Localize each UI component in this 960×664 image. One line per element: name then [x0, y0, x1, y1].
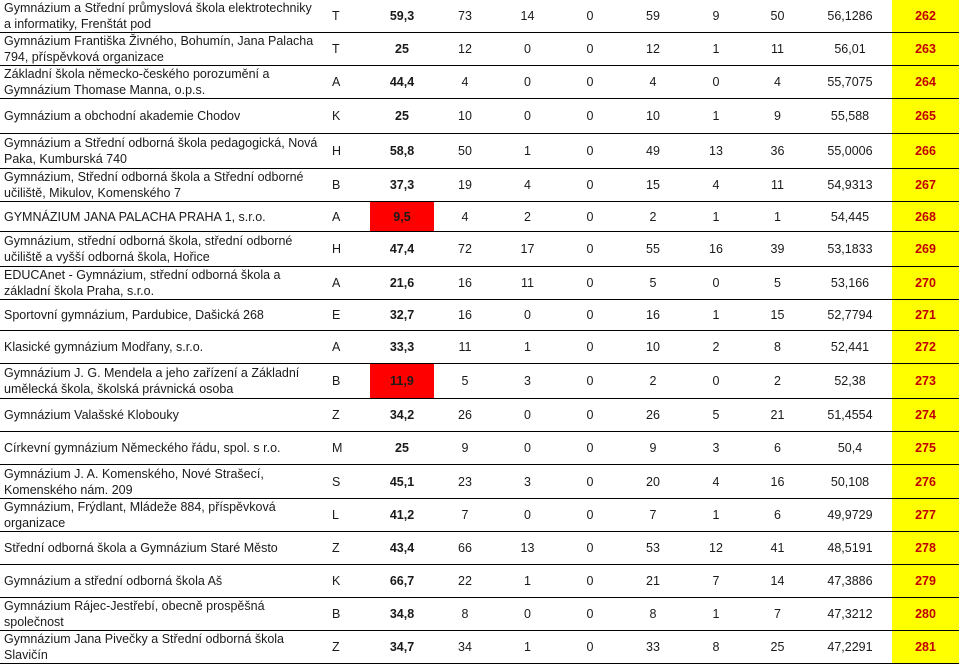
school-name-cell: Gymnázium a obchodní akademie Chodov	[0, 99, 318, 134]
score-cell: 66,7	[370, 565, 434, 598]
type-cell: A	[318, 267, 370, 300]
score-cell: 9,5	[370, 202, 434, 232]
value-cell: 16	[685, 232, 747, 267]
table-row	[0, 169, 959, 202]
total-cell: 54,9313	[808, 169, 892, 202]
value-cell: 0	[496, 499, 559, 532]
value-cell: 8	[621, 598, 685, 631]
table-row	[0, 598, 959, 631]
value-cell: 0	[496, 300, 559, 331]
school-name-cell: Gymnázium, Střední odborná škola a Střední odborné učiliště, Mikulov, Komenského 7	[0, 169, 318, 202]
value-cell: 5	[434, 364, 496, 399]
value-cell: 1	[496, 565, 559, 598]
score-cell: 25	[370, 432, 434, 465]
value-cell: 0	[496, 66, 559, 99]
total-cell: 52,38	[808, 364, 892, 399]
type-cell: B	[318, 364, 370, 399]
school-name-cell: Základní škola německo-českého porozumění a Gymnázium Thomase Manna, o.p.s.	[0, 66, 318, 99]
value-cell: 0	[559, 465, 621, 499]
value-cell: 4	[685, 465, 747, 499]
score-cell: 34,7	[370, 631, 434, 664]
value-cell: 0	[559, 432, 621, 465]
school-name-cell: Gymnázium a Střední odborná škola pedagogická, Nová Paka, Kumburská 740	[0, 134, 318, 169]
school-name-cell: Klasické gymnázium Modřany, s.r.o.	[0, 331, 318, 364]
rank-cell: 268	[892, 202, 959, 232]
value-cell: 23	[434, 465, 496, 499]
value-cell: 10	[621, 99, 685, 134]
value-cell: 2	[747, 364, 808, 399]
score-cell: 43,4	[370, 532, 434, 565]
school-name-cell: Církevní gymnázium Německého řádu, spol. s r.o.	[0, 432, 318, 465]
score-cell: 58,8	[370, 134, 434, 169]
value-cell: 14	[747, 565, 808, 598]
value-cell: 0	[496, 99, 559, 134]
value-cell: 1	[685, 499, 747, 532]
total-cell: 53,166	[808, 267, 892, 300]
rank-cell: 274	[892, 399, 959, 432]
total-cell: 52,7794	[808, 300, 892, 331]
value-cell: 3	[685, 432, 747, 465]
table-row	[0, 331, 959, 364]
rank-cell: 270	[892, 267, 959, 300]
school-name-cell: Gymnázium Rájec-Jestřebí, obecně prospěšná společnost	[0, 598, 318, 631]
type-cell: H	[318, 134, 370, 169]
rank-cell: 269	[892, 232, 959, 267]
table-row	[0, 99, 959, 134]
type-cell: T	[318, 33, 370, 66]
value-cell: 7	[685, 565, 747, 598]
value-cell: 0	[559, 169, 621, 202]
value-cell: 11	[434, 331, 496, 364]
value-cell: 0	[559, 399, 621, 432]
total-cell: 54,445	[808, 202, 892, 232]
value-cell: 20	[621, 465, 685, 499]
value-cell: 0	[559, 532, 621, 565]
score-cell: 59,3	[370, 0, 434, 33]
value-cell: 66	[434, 532, 496, 565]
value-cell: 6	[747, 499, 808, 532]
value-cell: 22	[434, 565, 496, 598]
value-cell: 12	[434, 33, 496, 66]
table-row	[0, 33, 959, 66]
value-cell: 25	[747, 631, 808, 664]
value-cell: 16	[434, 300, 496, 331]
value-cell: 1	[685, 300, 747, 331]
table-row	[0, 465, 959, 499]
value-cell: 1	[496, 631, 559, 664]
rank-cell: 264	[892, 66, 959, 99]
value-cell: 0	[559, 99, 621, 134]
value-cell: 0	[559, 364, 621, 399]
score-cell: 34,8	[370, 598, 434, 631]
value-cell: 55	[621, 232, 685, 267]
value-cell: 4	[621, 66, 685, 99]
score-cell: 11,9	[370, 364, 434, 399]
value-cell: 0	[559, 631, 621, 664]
rank-cell: 273	[892, 364, 959, 399]
school-name-cell: Gymnázium Františka Živného, Bohumín, Jana Palacha 794, příspěvková organizace	[0, 33, 318, 66]
value-cell: 0	[496, 598, 559, 631]
rank-cell: 279	[892, 565, 959, 598]
type-cell: E	[318, 300, 370, 331]
value-cell: 16	[747, 465, 808, 499]
value-cell: 36	[747, 134, 808, 169]
value-cell: 11	[747, 169, 808, 202]
value-cell: 2	[621, 202, 685, 232]
table-row	[0, 532, 959, 565]
value-cell: 10	[434, 99, 496, 134]
value-cell: 0	[559, 33, 621, 66]
score-cell: 47,4	[370, 232, 434, 267]
type-cell: M	[318, 432, 370, 465]
school-name-cell: EDUCAnet - Gymnázium, střední odborná škola a základní škola Praha, s.r.o.	[0, 267, 318, 300]
school-name-cell: Gymnázium J. A. Komenského, Nové Strašecí, Komenského nám. 209	[0, 465, 318, 499]
value-cell: 4	[434, 66, 496, 99]
value-cell: 15	[747, 300, 808, 331]
table-row	[0, 565, 959, 598]
value-cell: 9	[621, 432, 685, 465]
rank-cell: 275	[892, 432, 959, 465]
value-cell: 8	[747, 331, 808, 364]
rank-cell: 278	[892, 532, 959, 565]
rank-cell: 265	[892, 99, 959, 134]
value-cell: 4	[747, 66, 808, 99]
value-cell: 39	[747, 232, 808, 267]
value-cell: 1	[685, 598, 747, 631]
type-cell: Z	[318, 631, 370, 664]
value-cell: 5	[685, 399, 747, 432]
table-row	[0, 66, 959, 99]
value-cell: 11	[496, 267, 559, 300]
value-cell: 3	[496, 465, 559, 499]
total-cell: 48,5191	[808, 532, 892, 565]
value-cell: 50	[434, 134, 496, 169]
rank-cell: 281	[892, 631, 959, 664]
value-cell: 4	[685, 169, 747, 202]
value-cell: 8	[434, 598, 496, 631]
value-cell: 9	[747, 99, 808, 134]
school-name-cell: Gymnázium Jana Pivečky a Střední odborná škola Slavičín	[0, 631, 318, 664]
type-cell: B	[318, 169, 370, 202]
value-cell: 34	[434, 631, 496, 664]
value-cell: 5	[747, 267, 808, 300]
table-row	[0, 364, 959, 399]
value-cell: 9	[685, 0, 747, 33]
school-name-cell: Gymnázium, střední odborná škola, střední odborné učiliště a vyšší odborná škola, Hořice	[0, 232, 318, 267]
value-cell: 4	[496, 169, 559, 202]
total-cell: 53,1833	[808, 232, 892, 267]
rank-cell: 276	[892, 465, 959, 499]
value-cell: 0	[559, 202, 621, 232]
school-name-cell: Gymnázium, Frýdlant, Mládeže 884, příspěvková organizace	[0, 499, 318, 532]
score-cell: 45,1	[370, 465, 434, 499]
rank-cell: 272	[892, 331, 959, 364]
score-cell: 25	[370, 33, 434, 66]
value-cell: 1	[685, 99, 747, 134]
value-cell: 0	[685, 364, 747, 399]
value-cell: 26	[621, 399, 685, 432]
total-cell: 56,01	[808, 33, 892, 66]
value-cell: 0	[559, 66, 621, 99]
value-cell: 0	[685, 267, 747, 300]
rank-cell: 271	[892, 300, 959, 331]
score-cell: 44,4	[370, 66, 434, 99]
score-cell: 41,2	[370, 499, 434, 532]
value-cell: 73	[434, 0, 496, 33]
rank-cell: 280	[892, 598, 959, 631]
type-cell: A	[318, 202, 370, 232]
total-cell: 52,441	[808, 331, 892, 364]
type-cell: A	[318, 331, 370, 364]
value-cell: 1	[747, 202, 808, 232]
value-cell: 17	[496, 232, 559, 267]
school-name-cell: Gymnázium a Střední průmyslová škola elektrotechniky a informatiky, Frenštát pod	[0, 0, 318, 33]
value-cell: 0	[496, 432, 559, 465]
total-cell: 47,3886	[808, 565, 892, 598]
rank-cell: 277	[892, 499, 959, 532]
score-cell: 37,3	[370, 169, 434, 202]
type-cell: K	[318, 99, 370, 134]
table-row	[0, 202, 959, 232]
type-cell: Z	[318, 399, 370, 432]
value-cell: 15	[621, 169, 685, 202]
rank-cell: 262	[892, 0, 959, 33]
value-cell: 49	[621, 134, 685, 169]
table-row	[0, 267, 959, 300]
value-cell: 13	[685, 134, 747, 169]
value-cell: 1	[685, 33, 747, 66]
value-cell: 5	[621, 267, 685, 300]
value-cell: 59	[621, 0, 685, 33]
school-name-cell: GYMNÁZIUM JANA PALACHA PRAHA 1, s.r.o.	[0, 202, 318, 232]
type-cell: S	[318, 465, 370, 499]
school-name-cell: Gymnázium Valašské Klobouky	[0, 399, 318, 432]
value-cell: 26	[434, 399, 496, 432]
total-cell: 47,2291	[808, 631, 892, 664]
type-cell: T	[318, 0, 370, 33]
table-row	[0, 232, 959, 267]
value-cell: 0	[559, 300, 621, 331]
value-cell: 6	[747, 432, 808, 465]
value-cell: 14	[496, 0, 559, 33]
score-cell: 21,6	[370, 267, 434, 300]
value-cell: 2	[621, 364, 685, 399]
table-row	[0, 499, 959, 532]
total-cell: 49,9729	[808, 499, 892, 532]
value-cell: 12	[685, 532, 747, 565]
value-cell: 12	[621, 33, 685, 66]
school-name-cell: Střední odborná škola a Gymnázium Staré Město	[0, 532, 318, 565]
value-cell: 1	[496, 134, 559, 169]
total-cell: 55,7075	[808, 66, 892, 99]
value-cell: 3	[496, 364, 559, 399]
value-cell: 0	[559, 598, 621, 631]
value-cell: 11	[747, 33, 808, 66]
value-cell: 72	[434, 232, 496, 267]
value-cell: 13	[496, 532, 559, 565]
total-cell: 51,4554	[808, 399, 892, 432]
value-cell: 0	[685, 66, 747, 99]
value-cell: 8	[685, 631, 747, 664]
value-cell: 16	[621, 300, 685, 331]
school-name-cell: Gymnázium a střední odborná škola Aš	[0, 565, 318, 598]
type-cell: A	[318, 66, 370, 99]
value-cell: 0	[559, 267, 621, 300]
total-cell: 50,108	[808, 465, 892, 499]
total-cell: 47,3212	[808, 598, 892, 631]
value-cell: 7	[621, 499, 685, 532]
value-cell: 7	[434, 499, 496, 532]
rank-cell: 266	[892, 134, 959, 169]
value-cell: 0	[559, 0, 621, 33]
table-row	[0, 399, 959, 432]
total-cell: 56,1286	[808, 0, 892, 33]
total-cell: 55,0006	[808, 134, 892, 169]
value-cell: 9	[434, 432, 496, 465]
value-cell: 0	[559, 565, 621, 598]
total-cell: 50,4	[808, 432, 892, 465]
value-cell: 7	[747, 598, 808, 631]
rank-cell: 263	[892, 33, 959, 66]
table-row	[0, 300, 959, 331]
value-cell: 41	[747, 532, 808, 565]
value-cell: 53	[621, 532, 685, 565]
type-cell: Z	[318, 532, 370, 565]
value-cell: 2	[496, 202, 559, 232]
value-cell: 10	[621, 331, 685, 364]
value-cell: 2	[685, 331, 747, 364]
total-cell: 55,588	[808, 99, 892, 134]
table-row	[0, 432, 959, 465]
type-cell: H	[318, 232, 370, 267]
value-cell: 19	[434, 169, 496, 202]
table-row	[0, 631, 959, 664]
value-cell: 50	[747, 0, 808, 33]
value-cell: 0	[496, 399, 559, 432]
school-name-cell: Gymnázium J. G. Mendela a jeho zařízení a Základní umělecká škola, školská právnická osoba	[0, 364, 318, 399]
value-cell: 16	[434, 267, 496, 300]
value-cell: 21	[747, 399, 808, 432]
value-cell: 0	[559, 232, 621, 267]
school-name-cell: Sportovní gymnázium, Pardubice, Dašická 268	[0, 300, 318, 331]
type-cell: L	[318, 499, 370, 532]
value-cell: 1	[685, 202, 747, 232]
rank-cell: 267	[892, 169, 959, 202]
score-cell: 25	[370, 99, 434, 134]
table-row	[0, 0, 959, 33]
value-cell: 33	[621, 631, 685, 664]
score-cell: 32,7	[370, 300, 434, 331]
value-cell: 0	[496, 33, 559, 66]
value-cell: 0	[559, 134, 621, 169]
value-cell: 1	[496, 331, 559, 364]
table-row	[0, 134, 959, 169]
value-cell: 0	[559, 499, 621, 532]
value-cell: 21	[621, 565, 685, 598]
type-cell: B	[318, 598, 370, 631]
score-cell: 33,3	[370, 331, 434, 364]
value-cell: 0	[559, 331, 621, 364]
score-cell: 34,2	[370, 399, 434, 432]
type-cell: K	[318, 565, 370, 598]
value-cell: 4	[434, 202, 496, 232]
